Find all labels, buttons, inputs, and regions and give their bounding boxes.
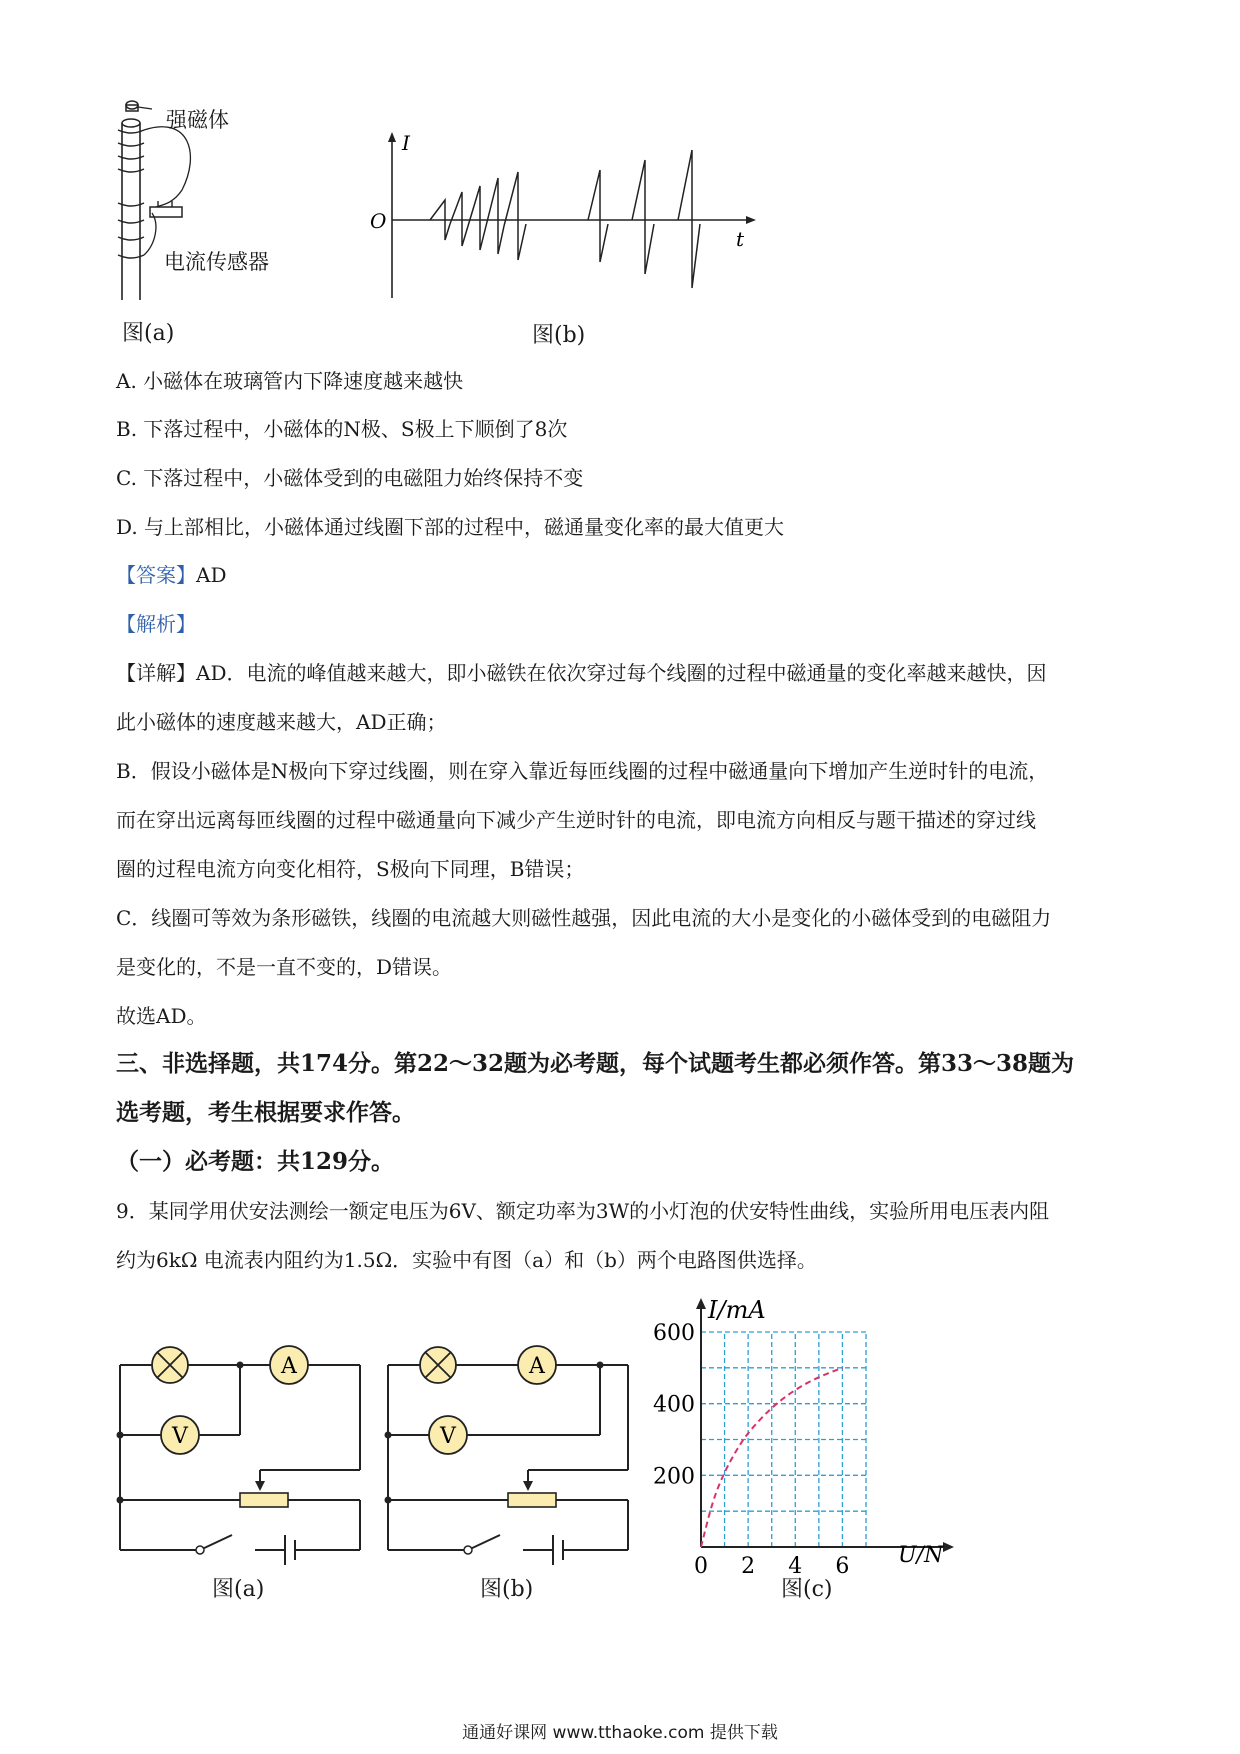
y-tick-label: 400 [653, 1392, 695, 1418]
section-subheading: （一）必考题：共129分。 [116, 1148, 395, 1175]
ammeter-icon [270, 1346, 308, 1384]
lamp-icon [152, 1347, 188, 1383]
question9-line2: 约为6kΩ 电流表内阻约为1.5Ω．实验中有图（a）和（b）两个电路图供选择。 [116, 1248, 817, 1272]
x-axis-label: U/N [898, 1543, 944, 1568]
answer: 【答案】AD [116, 563, 227, 587]
option-a: A. 小磁体在玻璃管内下降速度越来越快 [116, 369, 464, 393]
chart-c-caption: 图(c) [781, 1577, 833, 1602]
svg-text:V: V [172, 1424, 188, 1449]
detail-p1-line2: 此小磁体的速度越来越大，AD正确； [116, 710, 447, 734]
x-tick-label: 2 [741, 1554, 756, 1579]
figure-top-b-caption: 图(b) [532, 323, 586, 348]
circuit-a-caption: 图(a) [212, 1577, 265, 1602]
x-tick-label: 4 [788, 1554, 803, 1579]
svg-text:V: V [440, 1424, 456, 1449]
rheostat-icon [240, 1493, 288, 1507]
detail-p3-line1: C．线圈可等效为条形磁铁，线圈的电流越大则磁性越强，因此电流的大小是变化的小磁体受到的电磁阻力 [116, 906, 1052, 930]
circuit-b [378, 1335, 638, 1565]
circuit-a [110, 1335, 370, 1565]
current-pulses [430, 150, 700, 288]
detail-p1-line1: 【详解】AD．电流的峰值越来越大，即小磁铁在依次穿过每个线圈的过程中磁通量的变化率越来越快，因 [116, 661, 1047, 685]
detail-p3-line2: 是变化的，不是一直不变的，D错误。 [116, 955, 453, 979]
circuit-b-caption: 图(b) [480, 1577, 534, 1602]
sensor-label: 电流传感器 [164, 250, 269, 274]
current-sensor-icon [150, 207, 182, 217]
question9-line1: 9．某同学用伏安法测绘一额定电压为6V、额定功率为3W的小灯泡的伏安特性曲线，实验所用电压表内阻 [116, 1199, 1050, 1223]
svg-text:A: A [281, 1354, 297, 1379]
detail-p2-line2: 而在穿出远离每匝线圈的过程中磁通量向下减少产生逆时针的电流，即电流方向相反与题干描述的穿过线 [116, 808, 1036, 832]
y-tick-label: 600 [653, 1321, 695, 1346]
ammeter-icon [518, 1346, 556, 1384]
x-axis-arrow [943, 1542, 954, 1552]
iu-chart-grid [701, 1332, 866, 1547]
lamp-icon [420, 1347, 456, 1383]
figure-top-a-caption: 图(a) [122, 321, 175, 346]
iu-chart [648, 1290, 958, 1580]
origin-label: O [370, 209, 387, 233]
section-heading-line2: 选考题，考生根据要求作答。 [116, 1099, 415, 1126]
magnet-label: 强磁体 [166, 108, 229, 132]
option-b: B. 下落过程中，小磁体的N极、S极上下顺倒了8次 [116, 417, 568, 441]
y-tick-label: 200 [653, 1464, 695, 1490]
detail-conclusion: 故选AD。 [116, 1004, 207, 1028]
analysis-label: 【解析】 [116, 612, 196, 636]
voltmeter-icon [161, 1416, 199, 1454]
option-d: D. 与上部相比，小磁体通过线圈下部的过程中，磁通量变化率的最大值更大 [116, 515, 785, 539]
rheostat-icon [508, 1493, 556, 1507]
x-tick-label: 0 [694, 1554, 708, 1579]
section-heading-line1: 三、非选择题，共174分。第22～32题为必考题，每个试题考生都必须作答。第33～38题为 [116, 1050, 1075, 1077]
y-axis-arrow [696, 1298, 706, 1309]
figure-top-b [360, 128, 760, 308]
detail-p2-line1: B．假设小磁体是N极向下穿过线圈，则在穿入靠近每匝线圈的过程中磁通量向下增加产生逆时针的电流， [116, 759, 1049, 783]
voltmeter-icon [429, 1416, 467, 1454]
x-tick-label: 6 [835, 1554, 850, 1579]
y-axis-label: I/mA [708, 1296, 766, 1324]
detail-p2-line3: 圈的过程电流方向变化相符，S极向下同理，B错误； [116, 857, 585, 881]
axis-x-label: t [736, 227, 745, 251]
option-c: C. 下落过程中，小磁体受到的电磁阻力始终保持不变 [116, 466, 584, 490]
footer: 通通好课网 www.tthaoke.com 提供下载 [462, 1723, 778, 1743]
svg-text:A: A [529, 1354, 545, 1379]
axis-y-label: I [402, 131, 410, 155]
iu-chart-axes [696, 1298, 954, 1552]
